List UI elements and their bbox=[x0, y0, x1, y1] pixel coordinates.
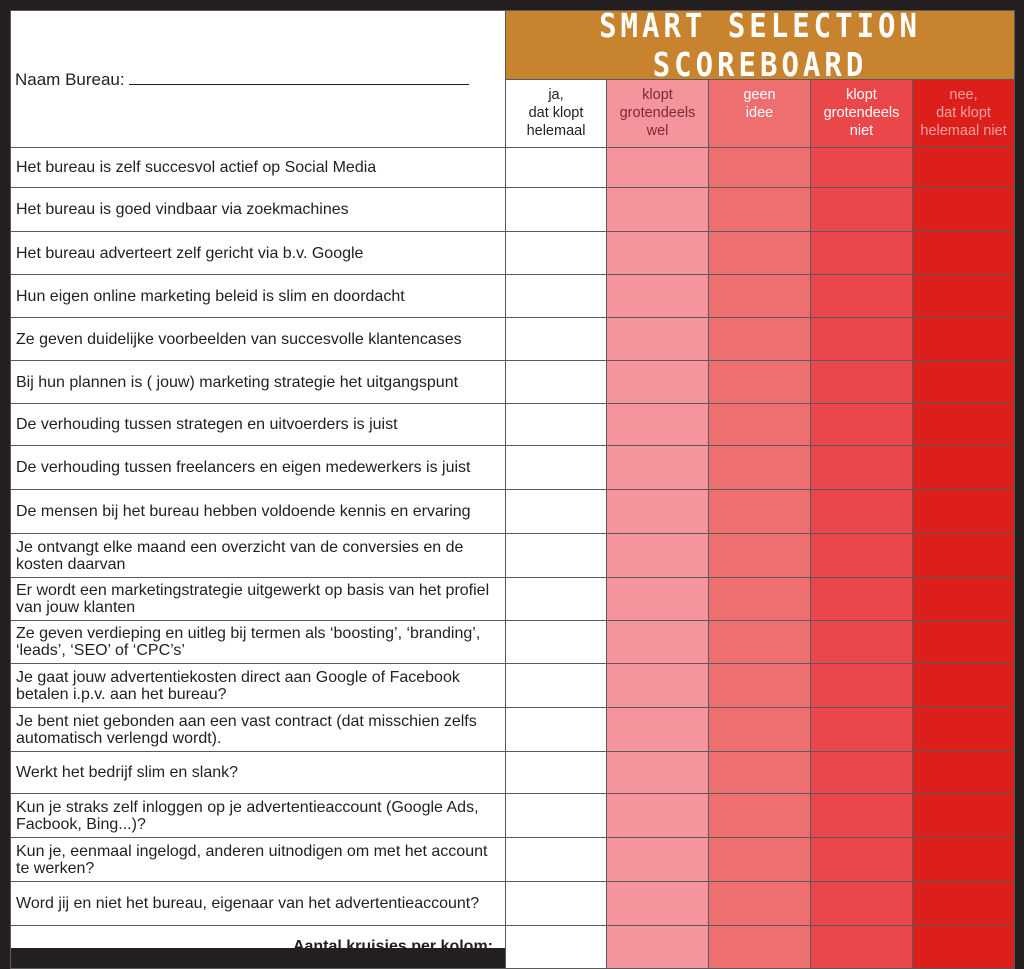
answer-cell-ja[interactable] bbox=[506, 621, 607, 664]
answer-cell-klopt-niet[interactable] bbox=[811, 188, 913, 232]
answer-cell-nee[interactable] bbox=[913, 446, 1015, 490]
question-text: Het bureau is zelf succesvol actief op Social Media bbox=[11, 148, 506, 188]
answer-cell-klopt-niet[interactable] bbox=[811, 838, 913, 882]
answer-cell-ja[interactable] bbox=[506, 708, 607, 752]
answer-cell-ja[interactable] bbox=[506, 578, 607, 621]
column-header-klopt-niet: klopt grotendeels niet bbox=[811, 80, 913, 148]
answer-cell-geen-idee[interactable] bbox=[709, 404, 811, 446]
answer-cell-klopt-niet[interactable] bbox=[811, 275, 913, 318]
question-row bbox=[11, 318, 1015, 361]
question-row bbox=[11, 446, 1015, 490]
answer-cell-klopt-wel[interactable] bbox=[607, 664, 709, 708]
answer-cell-ja[interactable] bbox=[506, 361, 607, 404]
answer-cell-geen-idee[interactable] bbox=[709, 188, 811, 232]
question-row bbox=[11, 534, 1015, 578]
answer-cell-klopt-niet[interactable] bbox=[811, 361, 913, 404]
answer-cell-klopt-wel[interactable] bbox=[607, 708, 709, 752]
answer-cell-geen-idee[interactable] bbox=[709, 882, 811, 926]
answer-cell-geen-idee[interactable] bbox=[709, 838, 811, 882]
answer-cell-nee[interactable] bbox=[913, 708, 1015, 752]
answer-cell-ja[interactable] bbox=[506, 232, 607, 275]
answer-cell-klopt-wel[interactable] bbox=[607, 148, 709, 188]
answer-cell-geen-idee[interactable] bbox=[709, 752, 811, 794]
question-text: Je bent niet gebonden aan een vast contract (dat misschien zelfs automatisch verlengd wordt). bbox=[11, 708, 506, 752]
answer-cell-ja[interactable] bbox=[506, 188, 607, 232]
scoreboard-sheet bbox=[10, 10, 1014, 955]
answer-cell-klopt-niet[interactable] bbox=[811, 794, 913, 838]
answer-cell-geen-idee[interactable] bbox=[709, 232, 811, 275]
answer-cell-nee[interactable] bbox=[913, 664, 1015, 708]
answer-cell-nee[interactable] bbox=[913, 578, 1015, 621]
answer-cell-klopt-wel[interactable] bbox=[607, 838, 709, 882]
total-cell-nee[interactable] bbox=[913, 926, 1015, 969]
answer-cell-ja[interactable] bbox=[506, 446, 607, 490]
answer-cell-klopt-wel[interactable] bbox=[607, 446, 709, 490]
answer-cell-geen-idee[interactable] bbox=[709, 534, 811, 578]
answer-cell-nee[interactable] bbox=[913, 361, 1015, 404]
question-text: Word jij en niet het bureau, eigenaar van het advertentieaccount? bbox=[11, 882, 506, 926]
question-row bbox=[11, 490, 1015, 534]
answer-cell-nee[interactable] bbox=[913, 534, 1015, 578]
question-text: Je gaat jouw advertentiekosten direct aan Google of Facebook betalen i.p.v. aan het bureau? bbox=[11, 664, 506, 708]
column-header-klopt-wel: klopt grotendeels wel bbox=[607, 80, 709, 148]
question-row bbox=[11, 232, 1015, 275]
answer-cell-klopt-niet[interactable] bbox=[811, 404, 913, 446]
answer-cell-klopt-niet[interactable] bbox=[811, 490, 913, 534]
answer-cell-ja[interactable] bbox=[506, 794, 607, 838]
answer-cell-klopt-wel[interactable] bbox=[607, 404, 709, 446]
total-label: Aantal kruisjes per kolom: bbox=[11, 926, 506, 969]
question-row bbox=[11, 794, 1015, 838]
answer-cell-klopt-wel[interactable] bbox=[607, 361, 709, 404]
answer-cell-geen-idee[interactable] bbox=[709, 578, 811, 621]
answer-cell-ja[interactable] bbox=[506, 752, 607, 794]
answer-cell-klopt-wel[interactable] bbox=[607, 882, 709, 926]
answer-cell-ja[interactable] bbox=[506, 882, 607, 926]
answer-cell-nee[interactable] bbox=[913, 318, 1015, 361]
answer-cell-klopt-wel[interactable] bbox=[607, 578, 709, 621]
total-cell-klopt-wel[interactable] bbox=[607, 926, 709, 969]
question-text: Bij hun plannen is ( jouw) marketing strategie het uitgangspunt bbox=[11, 361, 506, 404]
question-rows bbox=[11, 148, 1015, 926]
answer-cell-nee[interactable] bbox=[913, 232, 1015, 275]
answer-cell-klopt-wel[interactable] bbox=[607, 232, 709, 275]
answer-cell-klopt-wel[interactable] bbox=[607, 188, 709, 232]
question-row bbox=[11, 708, 1015, 752]
answer-cell-ja[interactable] bbox=[506, 318, 607, 361]
question-text: De verhouding tussen freelancers en eigen medewerkers is juist bbox=[11, 446, 506, 490]
answer-cell-klopt-wel[interactable] bbox=[607, 534, 709, 578]
total-cell-klopt-niet[interactable] bbox=[811, 926, 913, 969]
answer-cell-nee[interactable] bbox=[913, 838, 1015, 882]
answer-cell-geen-idee[interactable] bbox=[709, 275, 811, 318]
question-row bbox=[11, 664, 1015, 708]
answer-cell-nee[interactable] bbox=[913, 752, 1015, 794]
question-text: Ze geven duidelijke voorbeelden van succesvolle klantencases bbox=[11, 318, 506, 361]
question-text: Je ontvangt elke maand een overzicht van de conversies en de kosten daarvan bbox=[11, 534, 506, 578]
answer-cell-klopt-niet[interactable] bbox=[811, 148, 913, 188]
answer-cell-klopt-niet[interactable] bbox=[811, 752, 913, 794]
answer-cell-ja[interactable] bbox=[506, 664, 607, 708]
answer-cell-nee[interactable] bbox=[913, 621, 1015, 664]
answer-cell-geen-idee[interactable] bbox=[709, 708, 811, 752]
answer-cell-geen-idee[interactable] bbox=[709, 794, 811, 838]
question-row bbox=[11, 404, 1015, 446]
answer-cell-klopt-niet[interactable] bbox=[811, 446, 913, 490]
answer-cell-klopt-niet[interactable] bbox=[811, 318, 913, 361]
answer-cell-klopt-niet[interactable] bbox=[811, 708, 913, 752]
question-text: De mensen bij het bureau hebben voldoende kennis en ervaring bbox=[11, 490, 506, 534]
answer-cell-ja[interactable] bbox=[506, 275, 607, 318]
answer-cell-geen-idee[interactable] bbox=[709, 148, 811, 188]
column-header-geen-idee: geen idee bbox=[709, 80, 811, 148]
answer-cell-geen-idee[interactable] bbox=[709, 361, 811, 404]
question-text: Werkt het bedrijf slim en slank? bbox=[11, 752, 506, 794]
bureau-name-label: Naam Bureau: bbox=[15, 70, 125, 89]
total-cell-geen-idee[interactable] bbox=[709, 926, 811, 969]
answer-cell-ja[interactable] bbox=[506, 404, 607, 446]
total-cell-ja[interactable] bbox=[506, 926, 607, 969]
question-row bbox=[11, 838, 1015, 882]
question-row bbox=[11, 621, 1015, 664]
answer-cell-klopt-niet[interactable] bbox=[811, 621, 913, 664]
answer-cell-klopt-niet[interactable] bbox=[811, 578, 913, 621]
question-row bbox=[11, 188, 1015, 232]
question-row bbox=[11, 752, 1015, 794]
answer-cell-ja[interactable] bbox=[506, 838, 607, 882]
answer-cell-nee[interactable] bbox=[913, 490, 1015, 534]
scoreboard-title-text: SMART SELECTION SCOREBOARD bbox=[599, 10, 921, 80]
answer-cell-klopt-wel[interactable] bbox=[607, 752, 709, 794]
answer-cell-geen-idee[interactable] bbox=[709, 621, 811, 664]
answer-cell-geen-idee[interactable] bbox=[709, 490, 811, 534]
column-header-nee: nee, dat klopt helemaal niet bbox=[913, 80, 1015, 148]
question-text: Ze geven verdieping en uitleg bij termen als ‘boosting’, ‘branding’, ‘leads’, ‘SEO’ of ‘CPC’s’ bbox=[11, 621, 506, 664]
question-row bbox=[11, 148, 1015, 188]
scoreboard-table bbox=[10, 10, 1015, 969]
question-text: Kun je, eenmaal ingelogd, anderen uitnodigen om met het account te werken? bbox=[11, 838, 506, 882]
answer-cell-klopt-wel[interactable] bbox=[607, 318, 709, 361]
question-text: Er wordt een marketingstrategie uitgewerkt op basis van het profiel van jouw klanten bbox=[11, 578, 506, 621]
answer-cell-nee[interactable] bbox=[913, 404, 1015, 446]
answer-cell-klopt-wel[interactable] bbox=[607, 275, 709, 318]
question-text: De verhouding tussen strategen en uitvoerders is juist bbox=[11, 404, 506, 446]
answer-cell-klopt-wel[interactable] bbox=[607, 794, 709, 838]
bureau-name-line[interactable] bbox=[129, 68, 469, 85]
question-text: Het bureau is goed vindbaar via zoekmachines bbox=[11, 188, 506, 232]
scoreboard-title bbox=[506, 11, 1015, 80]
answer-cell-nee[interactable] bbox=[913, 882, 1015, 926]
bureau-name-field[interactable] bbox=[11, 11, 506, 148]
answer-cell-geen-idee[interactable] bbox=[709, 318, 811, 361]
column-header-ja: ja, dat klopt helemaal bbox=[506, 80, 607, 148]
answer-cell-geen-idee[interactable] bbox=[709, 664, 811, 708]
question-text: Het bureau adverteert zelf gericht via b.v. Google bbox=[11, 232, 506, 275]
answer-cell-nee[interactable] bbox=[913, 275, 1015, 318]
answer-cell-klopt-niet[interactable] bbox=[811, 232, 913, 275]
question-row bbox=[11, 275, 1015, 318]
answer-cell-nee[interactable] bbox=[913, 188, 1015, 232]
question-row bbox=[11, 578, 1015, 621]
question-text: Kun je straks zelf inloggen op je advertentieaccount (Google Ads, Facbook, Bing...)? bbox=[11, 794, 506, 838]
question-text: Hun eigen online marketing beleid is slim en doordacht bbox=[11, 275, 506, 318]
answer-cell-klopt-niet[interactable] bbox=[811, 664, 913, 708]
answer-cell-nee[interactable] bbox=[913, 794, 1015, 838]
answer-cell-ja[interactable] bbox=[506, 148, 607, 188]
answer-cell-klopt-niet[interactable] bbox=[811, 534, 913, 578]
question-row bbox=[11, 361, 1015, 404]
answer-cell-geen-idee[interactable] bbox=[709, 446, 811, 490]
answer-cell-klopt-niet[interactable] bbox=[811, 882, 913, 926]
answer-cell-ja[interactable] bbox=[506, 534, 607, 578]
question-row bbox=[11, 882, 1015, 926]
answer-cell-nee[interactable] bbox=[913, 148, 1015, 188]
total-row bbox=[11, 926, 1015, 969]
answer-cell-klopt-wel[interactable] bbox=[607, 490, 709, 534]
answer-cell-ja[interactable] bbox=[506, 490, 607, 534]
answer-cell-klopt-wel[interactable] bbox=[607, 621, 709, 664]
